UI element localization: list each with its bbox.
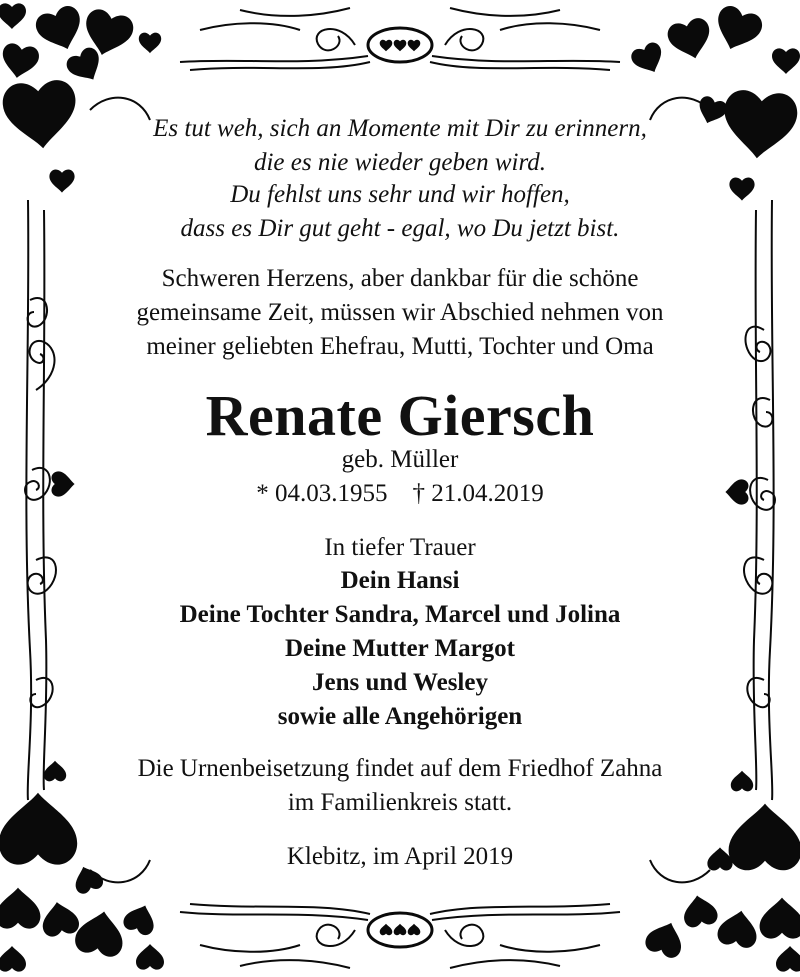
mourner-name: Jens und Wesley [312, 669, 488, 696]
funeral-info-line: Die Urnenbeisetzung findet auf dem Friedhof Zahna [137, 755, 663, 782]
mourner-name: Deine Mutter Margot [284, 635, 515, 662]
life-dates: * 04.03.1955 † 21.04.2019 [256, 480, 544, 507]
intro-line: meiner geliebten Ehefrau, Mutti, Tochter und Oma [146, 333, 654, 360]
place-and-date: Klebitz, im April 2019 [286, 843, 514, 870]
deceased-name: Renate Giersch [205, 383, 595, 448]
intro-line: Schweren Herzens, aber dankbar für die schöne [161, 265, 639, 292]
mourner-name: sowie alle Angehörigen [277, 703, 523, 730]
funeral-info-line: im Familienkreis statt. [287, 789, 513, 816]
poem-line: Es tut weh, sich an Momente mit Dir zu erinnern, [153, 115, 647, 142]
intro-line: gemeinsame Zeit, müssen wir Abschied nehmen von [136, 299, 664, 326]
maiden-name: geb. Müller [341, 446, 459, 473]
mourner-name: Deine Tochter Sandra, Marcel und Jolina [179, 601, 621, 628]
mourner-name: Dein Hansi [340, 567, 460, 594]
poem-line: Du fehlst uns sehr und wir hoffen, [230, 181, 570, 208]
mourning-heading: In tiefer Trauer [324, 534, 476, 561]
poem-line: die es nie wieder geben wird. [253, 149, 547, 176]
poem-line: dass es Dir gut geht - egal, wo Du jetzt bist. [180, 215, 620, 242]
